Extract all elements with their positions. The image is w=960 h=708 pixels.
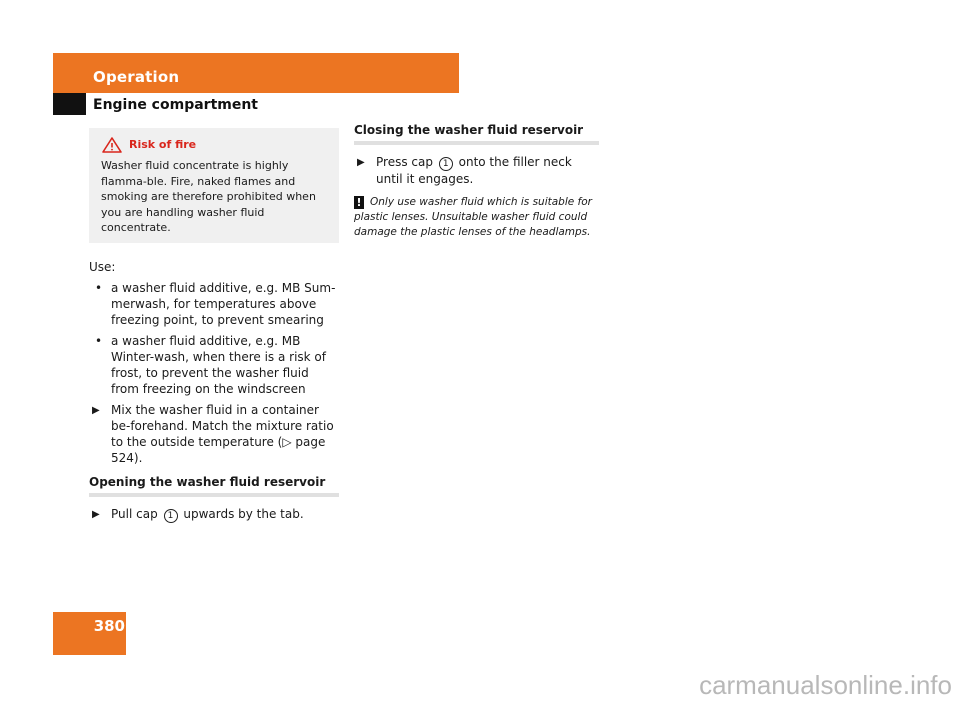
- step-opening: [89, 506, 339, 523]
- left-column: [89, 128, 339, 523]
- step-text: [111, 506, 339, 523]
- opening-heading: Opening the washer fluid reservoir: [89, 474, 339, 497]
- page-ref-link[interactable]: page 524).: [111, 434, 326, 465]
- step-text-part: Pull cap: [111, 506, 158, 521]
- note-body: Only use washer fluid which is suitable for plastic lenses. Unsuitable washer fluid could damage the plastic lenses of the headlamps.: [354, 196, 592, 238]
- warning-box: [89, 128, 339, 243]
- warning-header: [101, 136, 327, 154]
- page-number: 380: [93, 617, 125, 635]
- list-item: [89, 333, 339, 397]
- step-text: [111, 402, 339, 466]
- bullet-icon: •: [95, 280, 103, 295]
- step-text: [376, 154, 599, 187]
- step-text-part: onto the filler neck until it engages.: [376, 155, 572, 186]
- list-item: [89, 280, 339, 328]
- step-arrow-icon: ▶: [92, 404, 100, 416]
- note-exclamation-icon: !: [354, 196, 364, 209]
- step-arrow-icon: ▶: [92, 508, 100, 520]
- step-closing: [354, 154, 599, 187]
- warning-title: Risk of fire: [129, 138, 197, 152]
- step-mix: [89, 402, 339, 466]
- page-ref-arrow-icon: ▷: [282, 434, 292, 449]
- watermark: carmanualsonline.info: [699, 670, 952, 700]
- callout-1-icon: 1: [439, 157, 453, 171]
- bullet-text: a washer fluid additive, e.g. MB Sum-merwash, for temperatures above freezing point, to prevent smearing: [111, 280, 336, 327]
- subsection-title: Engine compartment: [93, 97, 258, 113]
- section-title: Operation: [93, 68, 180, 86]
- step-text-part: upwards by the tab.: [183, 506, 304, 521]
- note-text: [354, 195, 599, 240]
- right-column: [354, 122, 599, 240]
- warning-triangle-icon: [101, 136, 123, 154]
- callout-1-icon: 1: [164, 509, 178, 523]
- closing-heading: Closing the washer fluid reservoir: [354, 122, 599, 145]
- step-text-part: Press cap: [376, 155, 433, 169]
- bullet-icon: •: [95, 333, 103, 348]
- header-marker: [53, 93, 86, 115]
- warning-text: Washer fluid concentrate is highly flamma-ble. Fire, naked flames and smoking are therefore prohibited when you are handling washer fluid concentrate.: [101, 159, 316, 234]
- step-arrow-icon: ▶: [357, 157, 365, 168]
- use-label: Use:: [89, 259, 116, 274]
- mix-step-text: Mix the washer fluid in a container be-forehand. Match the mixture ratio to the outside temperature (: [111, 402, 334, 449]
- bullet-text: a washer fluid additive, e.g. MB Winter-wash, when there is a risk of frost, to prevent the washer fluid from freezing on the windscreen: [111, 333, 326, 396]
